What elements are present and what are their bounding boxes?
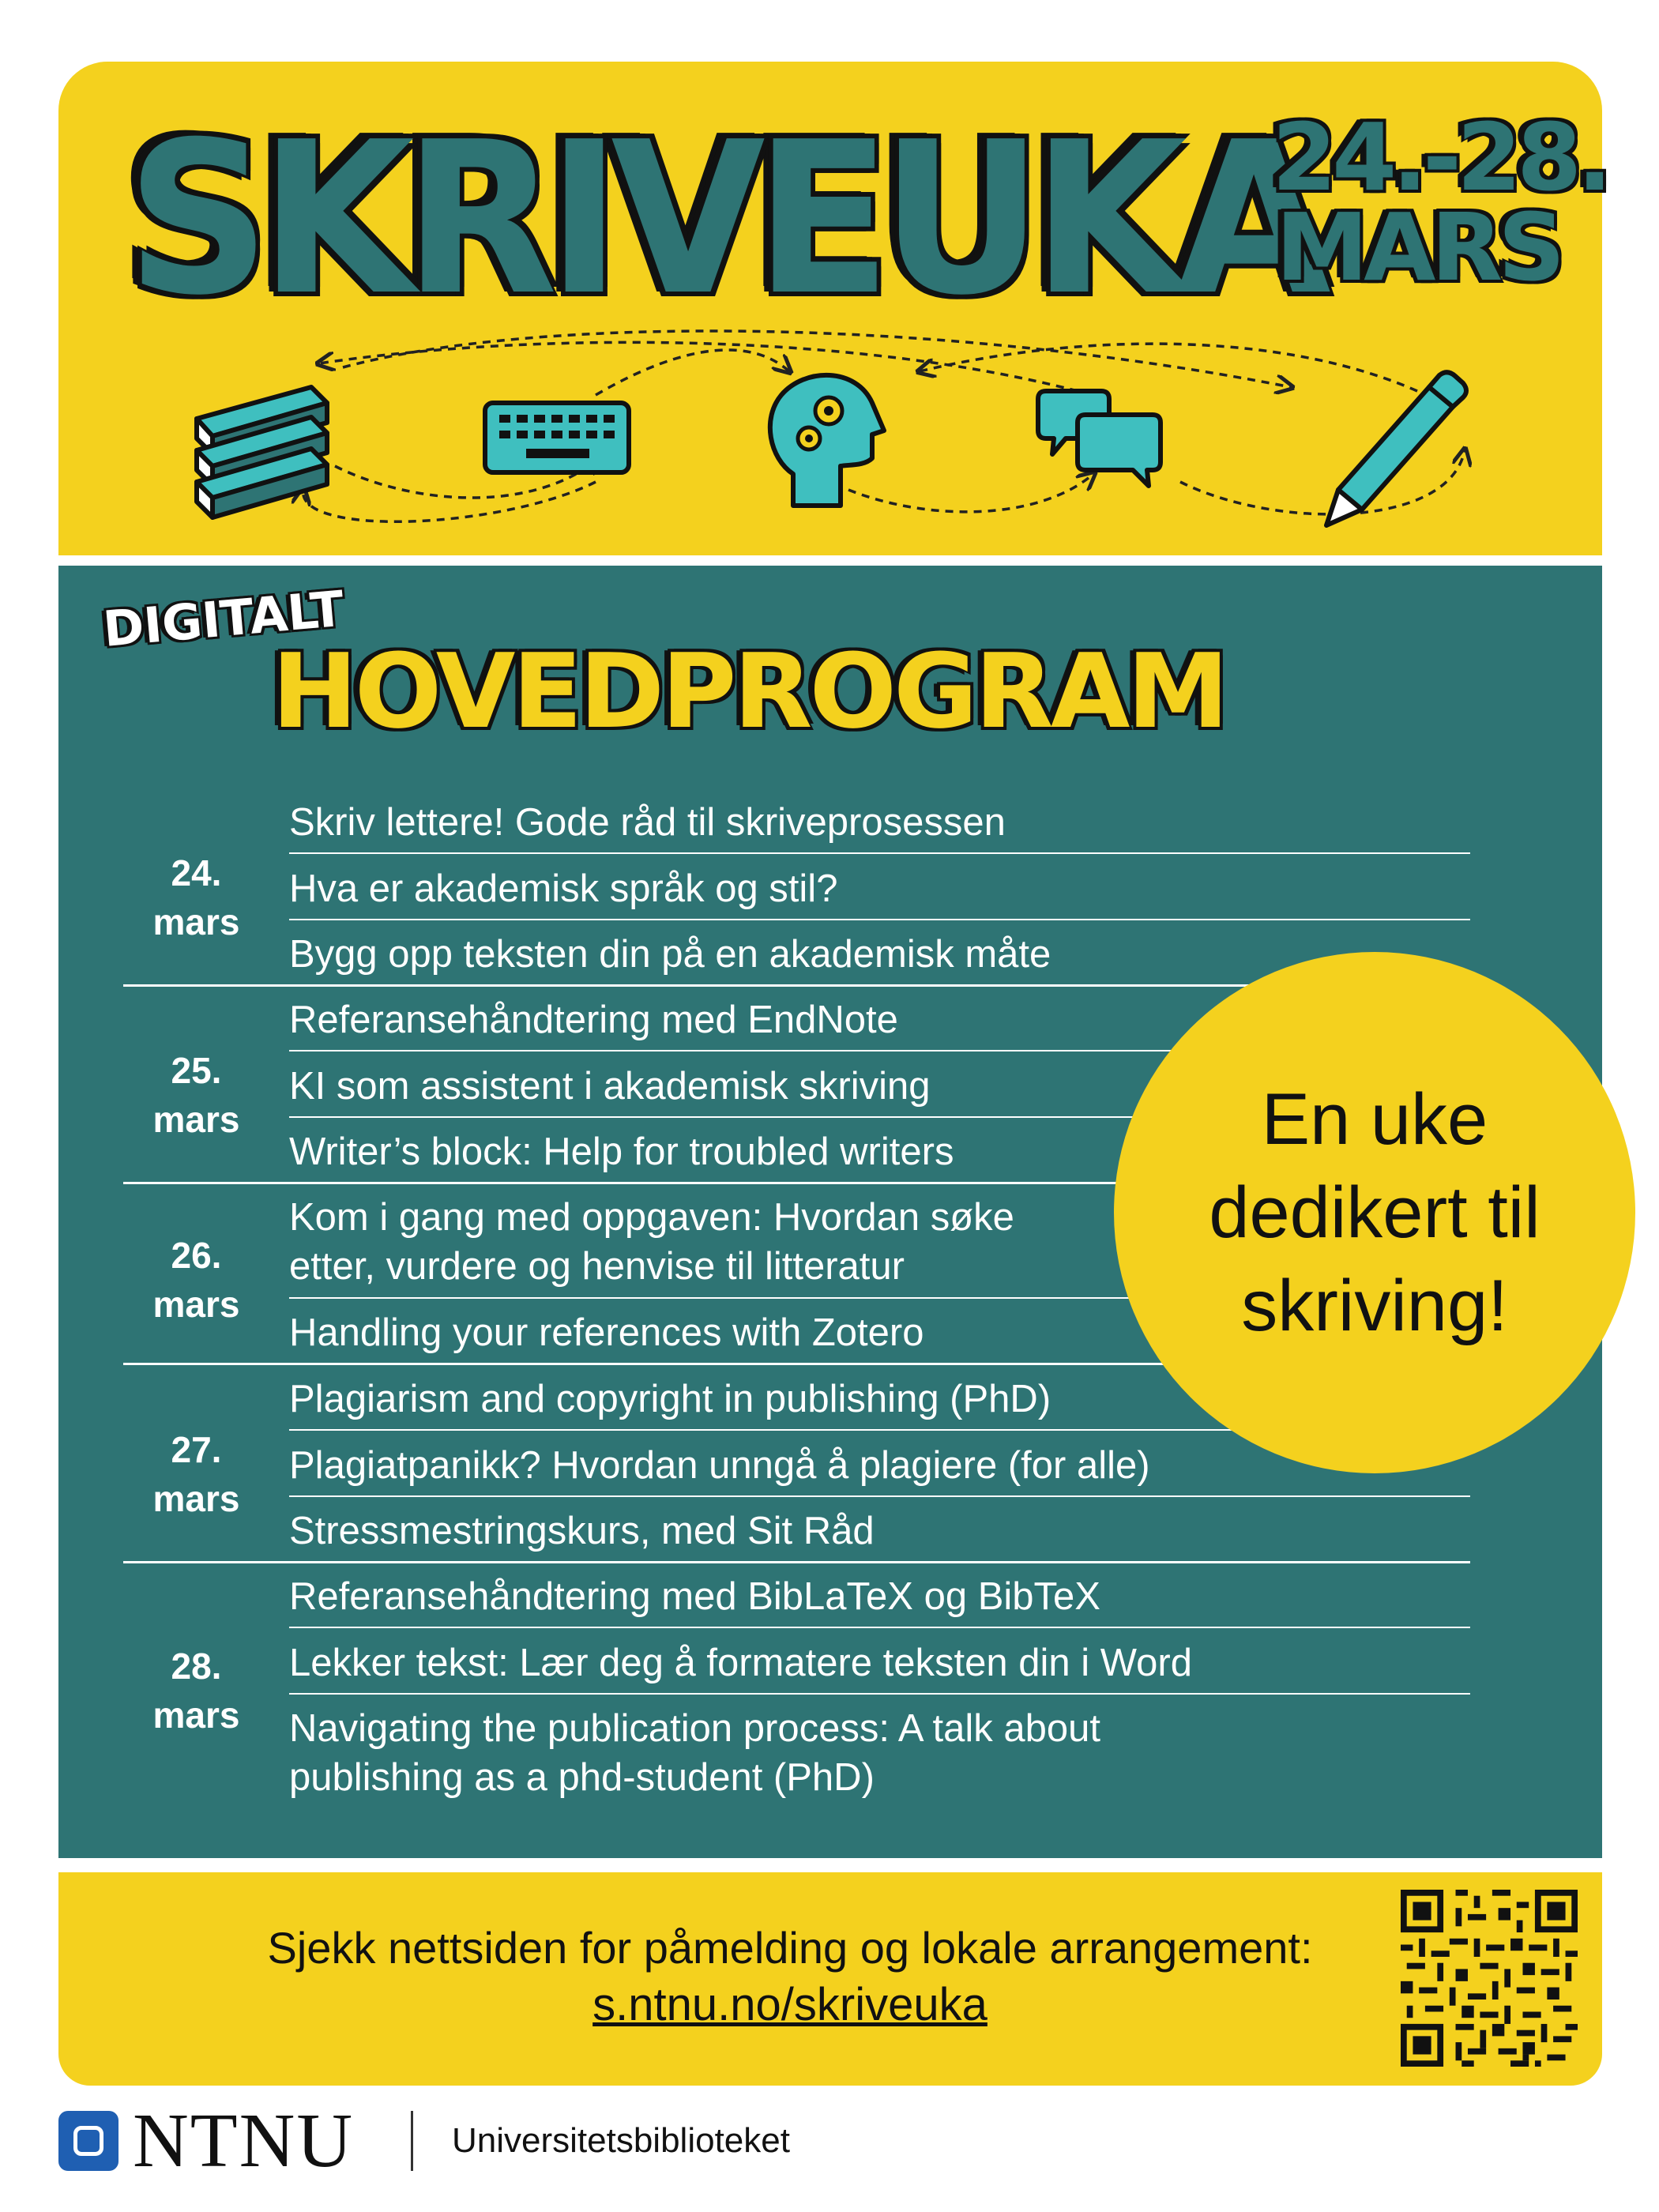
website-link[interactable]: s.ntnu.no/skriveuka <box>592 1979 988 2030</box>
day-label <box>123 848 269 946</box>
program-item: Lekker tekst: Lær deg å formatere teksten din i Word <box>289 1642 1192 1684</box>
ntnu-wordmark: NTNU <box>133 2098 355 2184</box>
writing-process-illustration <box>58 324 1602 545</box>
day-month: mars <box>152 1284 240 1325</box>
dates-line-1: 24.-28. <box>1272 103 1608 212</box>
program-heading: HOVEDPROGRAM <box>272 631 1226 751</box>
event-dates <box>1272 103 1608 302</box>
program-item: Handling your references with Zotero <box>289 1311 924 1354</box>
day-number: 27. <box>171 1429 222 1470</box>
digital-tag: DIGITALT <box>100 579 347 658</box>
program-item: Plagiatpanikk? Hvordan unngå å plagiere (for alle) <box>289 1444 1150 1487</box>
day-label <box>123 1231 269 1329</box>
pencil-icon <box>1326 372 1466 525</box>
day-label <box>123 1425 269 1523</box>
program-item: Navigating the publication process: A talk about publishing as a phd-student (PhD) <box>289 1707 1100 1799</box>
day-number: 25. <box>171 1050 222 1091</box>
day-number: 28. <box>171 1646 222 1687</box>
ntnu-logo-icon <box>58 2111 118 2171</box>
dates-line-2: MARS <box>1275 193 1561 302</box>
day-month: mars <box>152 1478 240 1519</box>
day-label <box>123 1046 269 1144</box>
day-label <box>123 1642 269 1740</box>
program-item: Kom i gang med oppgaven: Hvordan søke etter, vurdere og henvise til litteratur <box>289 1196 1014 1288</box>
speech-bubbles-icon <box>1038 391 1161 486</box>
program-item: Referansehåndtering med BibLaTeX og BibTeX <box>289 1575 1100 1618</box>
department-name: Universitetsbiblioteket <box>452 2121 790 2160</box>
program-item: Hva er akademisk språk og stil? <box>289 867 838 910</box>
program-item: Writer’s block: Help for troubled writers <box>289 1130 954 1173</box>
day-month: mars <box>152 1695 240 1736</box>
program-item: Bygg opp teksten din på en akademisk måte <box>289 933 1051 976</box>
item-divider <box>289 1627 1470 1628</box>
highlight-badge <box>1114 952 1635 1473</box>
signup-info-text: Sjekk nettsiden for påmelding og lokale arrangement: <box>267 1923 1313 1973</box>
program-item: Plagiarism and copyright in publishing (PhD) <box>289 1378 1051 1420</box>
day-month: mars <box>152 901 240 942</box>
day-number: 24. <box>171 852 222 893</box>
item-divider <box>289 1495 1470 1497</box>
event-title: SKRIVEUKA <box>126 96 1321 341</box>
qr-code-icon[interactable] <box>1401 1890 1578 2067</box>
keyboard-icon <box>485 403 629 472</box>
program-item: KI som assistent i akademisk skriving <box>289 1065 931 1108</box>
program-item: Stressmestringskurs, med Sit Råd <box>289 1510 875 1552</box>
logo-divider <box>411 2111 413 2171</box>
head-gears-icon <box>770 375 884 506</box>
day-number: 26. <box>171 1235 222 1276</box>
item-divider <box>289 919 1470 920</box>
item-divider <box>289 1693 1470 1695</box>
badge-text: En uke dedikert til skriving! <box>1209 1079 1540 1346</box>
books-icon <box>197 387 327 517</box>
program-item: Skriv lettere! Gode råd til skriveprosessen <box>289 801 1006 844</box>
day-month: mars <box>152 1099 240 1140</box>
day-divider <box>123 1561 1470 1563</box>
item-divider <box>289 852 1470 854</box>
program-item: Referansehåndtering med EndNote <box>289 999 898 1041</box>
